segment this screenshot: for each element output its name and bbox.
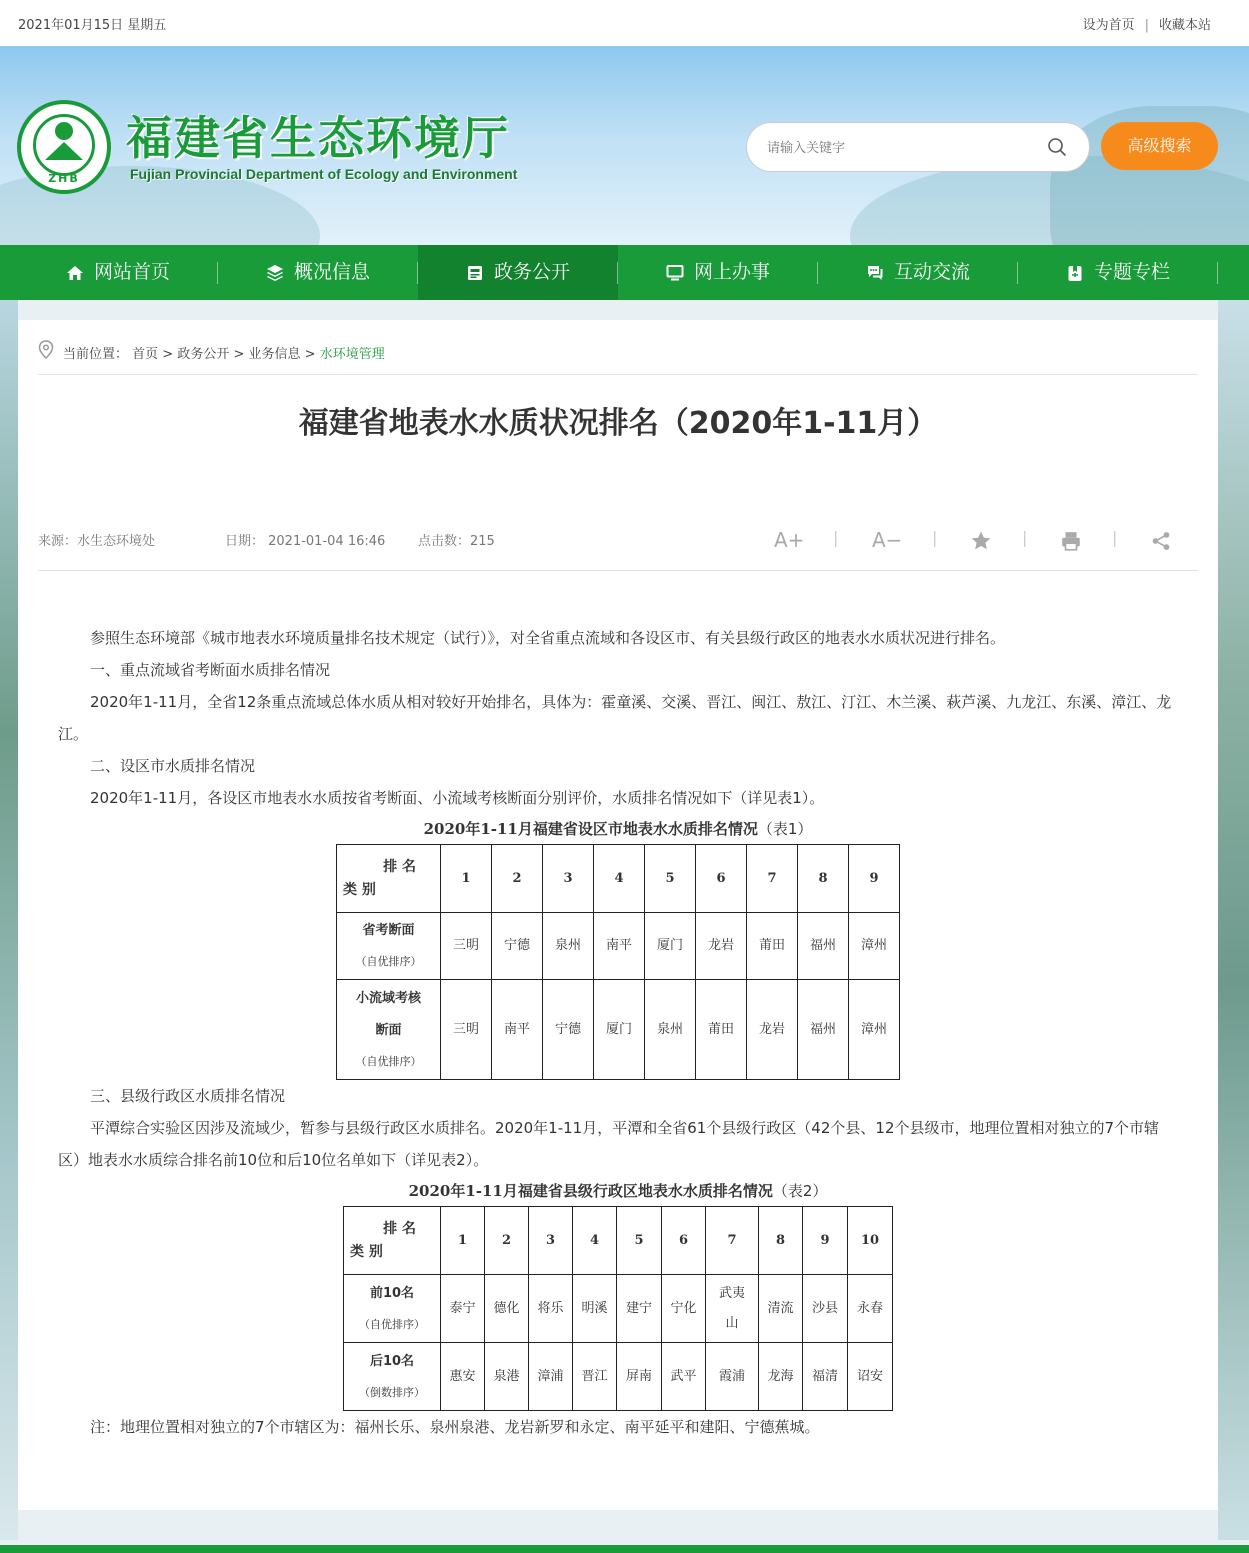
rank-header: 2 bbox=[492, 845, 543, 913]
table-cell: 福州 bbox=[798, 913, 849, 980]
row-header-title: 断面 bbox=[375, 1022, 402, 1038]
paragraph: 2020年1-11月，全省12条重点流域总体水质从相对较好开始排名，具体为：霍童溪、交溪、晋江、闽江、敖江、汀江、木兰溪、萩芦溪、九龙江、东溪、漳江、龙江。 bbox=[58, 693, 1172, 743]
table1-caption-title: 2020年1-11月福建省设区市地表水水质排名情况 bbox=[423, 820, 758, 838]
top-bar bbox=[0, 0, 1249, 46]
side-scenery-right bbox=[1218, 300, 1249, 1540]
row-header-note: （自优排序） bbox=[355, 1054, 422, 1068]
current-date: 2021年01月15日 星期五 bbox=[18, 18, 167, 33]
table-cell: 将乐 bbox=[529, 1275, 573, 1343]
location-pin-icon bbox=[38, 340, 54, 360]
divider: | bbox=[1022, 528, 1028, 547]
table-row bbox=[337, 980, 900, 1080]
row-header bbox=[337, 913, 441, 980]
table-cell: 泉州 bbox=[543, 913, 594, 980]
article-container bbox=[18, 320, 1218, 1510]
table-cell: 沙县 bbox=[803, 1275, 848, 1343]
table-cell: 南平 bbox=[492, 980, 543, 1080]
set-home-link[interactable]: 设为首页 bbox=[1082, 18, 1135, 33]
nav-label: 政务公开 bbox=[494, 261, 571, 283]
table-cell: 龙岩 bbox=[747, 980, 798, 1080]
breadcrumb-link-business-info[interactable]: 业务信息 bbox=[248, 347, 301, 362]
row-header-note: （自优排序） bbox=[355, 955, 422, 968]
search-icon[interactable] bbox=[1047, 137, 1067, 157]
divider: | bbox=[1144, 18, 1149, 33]
search-input[interactable] bbox=[767, 137, 1037, 159]
monitor-icon bbox=[666, 264, 684, 282]
search-box bbox=[746, 122, 1090, 172]
table-cell: 莆田 bbox=[696, 980, 747, 1080]
table-corner-cell bbox=[337, 845, 441, 913]
rank-header: 6 bbox=[662, 1207, 706, 1275]
font-decrease-button[interactable]: A− bbox=[872, 528, 903, 552]
bookmark-icon bbox=[1066, 264, 1084, 282]
site-title[interactable]: 福建省生态环境厅 bbox=[126, 111, 510, 165]
table2 bbox=[343, 1206, 893, 1411]
divider: | bbox=[1112, 528, 1118, 547]
table-corner-cell bbox=[344, 1207, 441, 1275]
side-scenery-left bbox=[0, 300, 18, 1540]
star-icon[interactable] bbox=[970, 530, 992, 552]
rank-header: 1 bbox=[441, 1207, 485, 1275]
rank-header: 6 bbox=[696, 845, 747, 913]
chat-icon bbox=[866, 264, 884, 282]
row-header-title: 省考断面 bbox=[362, 923, 415, 938]
corner-rank-label: 排 名 bbox=[383, 859, 416, 875]
rank-header: 1 bbox=[441, 845, 492, 913]
table-cell: 清流 bbox=[759, 1275, 803, 1343]
site-header bbox=[0, 46, 1249, 245]
nav-label: 网站首页 bbox=[94, 261, 171, 283]
row-header-title: 后10名 bbox=[369, 1353, 415, 1369]
article-body bbox=[58, 622, 1178, 1443]
table-cell: 惠安 bbox=[441, 1343, 485, 1411]
table-cell: 泰宁 bbox=[441, 1275, 485, 1343]
rank-header: 4 bbox=[594, 845, 645, 913]
article-title: 福建省地表水水质状况排名（2020年1-11月） bbox=[298, 406, 938, 441]
nav-item-online-service[interactable] bbox=[618, 245, 818, 300]
table1-caption-tag: （表1） bbox=[757, 820, 813, 838]
article-clicks: 点击数：215 bbox=[418, 534, 495, 549]
table2-caption-title: 2020年1-11月福建省县级行政区地表水水质排名情况 bbox=[408, 1182, 773, 1200]
table-cell: 宁德 bbox=[492, 913, 543, 980]
table2-caption-tag: （表2） bbox=[772, 1182, 828, 1200]
breadcrumb-trail: 当前位置： 首页 > 政务公开 > 业务信息 > 水环境管理 bbox=[63, 347, 385, 362]
table-cell: 德化 bbox=[485, 1275, 529, 1343]
table-cell: 三明 bbox=[441, 980, 492, 1080]
nav-item-special-topics[interactable] bbox=[1018, 245, 1218, 300]
breadcrumb-current[interactable]: 水环境管理 bbox=[319, 347, 385, 362]
table-cell: 永春 bbox=[848, 1275, 893, 1343]
row-header-title: 前10名 bbox=[369, 1285, 415, 1301]
paragraph: 平潭综合实验区因涉及流域少，暂参与县级行政区水质排名。2020年1-11月，平潭和全省61个县级行政区（42个县、12个县级市，地理位置相对独立的7个市辖区）地表水水质综合排名前10位和后10位名单如下（详见表2）。 bbox=[58, 1119, 1160, 1169]
logo-emblem-icon[interactable] bbox=[17, 100, 111, 194]
bookmark-link[interactable]: 收藏本站 bbox=[1158, 18, 1211, 33]
rank-header: 2 bbox=[485, 1207, 529, 1275]
rank-header: 8 bbox=[798, 845, 849, 913]
row-header bbox=[344, 1343, 441, 1411]
share-icon[interactable] bbox=[1150, 530, 1172, 552]
table-row bbox=[344, 1275, 893, 1343]
table1 bbox=[336, 844, 900, 1080]
nav-item-gov-affairs[interactable] bbox=[418, 245, 618, 300]
rank-header: 9 bbox=[849, 845, 900, 913]
rank-header: 7 bbox=[706, 1207, 759, 1275]
logo-text: ZHB bbox=[48, 172, 80, 185]
table-cell: 福州 bbox=[798, 980, 849, 1080]
breadcrumb-link-home[interactable]: 首页 bbox=[132, 347, 159, 362]
table1-caption bbox=[58, 814, 1178, 844]
row-header-title: 小流域考核 bbox=[355, 990, 421, 1006]
document-icon bbox=[466, 264, 484, 282]
article-date: 日期： 2021-01-04 16:46 bbox=[225, 534, 386, 549]
nav-label: 网上办事 bbox=[694, 261, 771, 283]
rank-header: 4 bbox=[573, 1207, 617, 1275]
divider: | bbox=[833, 528, 839, 547]
table-cell: 三明 bbox=[441, 913, 492, 980]
table-cell: 诏安 bbox=[848, 1343, 893, 1411]
layers-icon bbox=[266, 264, 284, 282]
divider bbox=[38, 570, 1198, 571]
table-cell: 龙岩 bbox=[696, 913, 747, 980]
table-cell: 明溪 bbox=[573, 1275, 617, 1343]
rank-header: 10 bbox=[848, 1207, 893, 1275]
table-cell: 厦门 bbox=[594, 980, 645, 1080]
article-source: 来源：水生态环境处 bbox=[38, 534, 156, 549]
table-cell: 武平 bbox=[662, 1343, 706, 1411]
table-row bbox=[337, 913, 900, 980]
section-heading: 一、重点流域省考断面水质排名情况 bbox=[90, 661, 331, 679]
footnote: 注：地理位置相对独立的7个市辖区为：福州长乐、泉州泉港、龙岩新罗和永定、南平延平和建阳、宁德蕉城。 bbox=[90, 1418, 820, 1436]
home-icon bbox=[66, 264, 84, 282]
table-cell: 泉州 bbox=[645, 980, 696, 1080]
table-cell: 漳州 bbox=[849, 980, 900, 1080]
corner-category-label: 类 别 bbox=[343, 882, 376, 898]
table2-caption bbox=[58, 1176, 1178, 1206]
rank-header: 7 bbox=[747, 845, 798, 913]
row-header bbox=[344, 1275, 441, 1343]
corner-rank-label: 排 名 bbox=[383, 1221, 416, 1237]
rank-header: 5 bbox=[617, 1207, 662, 1275]
corner-category-label: 类 别 bbox=[350, 1244, 383, 1260]
table-row bbox=[337, 845, 900, 913]
table-cell: 福清 bbox=[803, 1343, 848, 1411]
rank-header: 5 bbox=[645, 845, 696, 913]
section-heading: 三、县级行政区水质排名情况 bbox=[90, 1087, 286, 1105]
paragraph: 2020年1-11月，各设区市地表水水质按省考断面、小流域考核断面分别评价，水质排名情况如下（详见表1）。 bbox=[90, 789, 825, 807]
divider: | bbox=[932, 528, 938, 547]
table-cell: 武夷山 bbox=[706, 1275, 759, 1343]
rank-header: 9 bbox=[803, 1207, 848, 1275]
rank-header: 3 bbox=[543, 845, 594, 913]
divider bbox=[1217, 262, 1218, 284]
rank-header: 3 bbox=[529, 1207, 573, 1275]
table-cell: 漳浦 bbox=[529, 1343, 573, 1411]
paragraph: 参照生态环境部《城市地表水环境质量排名技术规定（试行）》，对全省重点流域和各设区市、有关县级行政区的地表水水质状况进行排名。 bbox=[90, 629, 1006, 647]
site-subtitle: Fujian Provincial Department of Ecology and Environment bbox=[130, 166, 518, 182]
rank-header: 8 bbox=[759, 1207, 803, 1275]
font-increase-button[interactable]: A+ bbox=[774, 528, 805, 552]
table-row bbox=[344, 1207, 893, 1275]
nav-item-home[interactable] bbox=[18, 245, 218, 300]
section-heading: 二、设区市水质排名情况 bbox=[90, 757, 256, 775]
table-cell: 龙海 bbox=[759, 1343, 803, 1411]
breadcrumb-link-gov-affairs[interactable]: 政务公开 bbox=[177, 347, 230, 362]
breadcrumb-prefix: 当前位置： bbox=[63, 347, 129, 362]
footer-bar bbox=[0, 1545, 1249, 1553]
main-nav bbox=[0, 245, 1249, 300]
nav-label: 专题专栏 bbox=[1094, 261, 1171, 283]
row-header-note: （自优排序） bbox=[359, 1317, 425, 1331]
article-tools bbox=[774, 530, 1198, 554]
table-cell: 屏南 bbox=[617, 1343, 662, 1411]
article-meta bbox=[38, 530, 1198, 550]
table-cell: 宁德 bbox=[543, 980, 594, 1080]
table-cell: 霞浦 bbox=[706, 1343, 759, 1411]
nav-label: 互动交流 bbox=[894, 261, 971, 283]
table-cell: 建宁 bbox=[617, 1275, 662, 1343]
table-cell: 南平 bbox=[594, 913, 645, 980]
emblem-sun bbox=[55, 122, 73, 140]
table-row bbox=[344, 1343, 893, 1411]
top-links bbox=[1083, 14, 1211, 33]
advanced-search-button[interactable]: 高级搜索 bbox=[1101, 122, 1218, 170]
table-cell: 厦门 bbox=[645, 913, 696, 980]
table-cell: 晋江 bbox=[573, 1343, 617, 1411]
row-header-note: （倒数排序） bbox=[359, 1385, 425, 1399]
divider bbox=[38, 374, 1198, 375]
nav-item-overview[interactable] bbox=[218, 245, 418, 300]
row-header bbox=[337, 980, 441, 1080]
table-cell: 宁化 bbox=[662, 1275, 706, 1343]
table-cell: 莆田 bbox=[747, 913, 798, 980]
nav-label: 概况信息 bbox=[294, 261, 371, 283]
nav-item-interaction[interactable] bbox=[818, 245, 1018, 300]
emblem-mountain bbox=[45, 142, 83, 160]
table-cell: 漳州 bbox=[849, 913, 900, 980]
table-cell: 泉港 bbox=[485, 1343, 529, 1411]
print-icon[interactable] bbox=[1060, 530, 1082, 552]
